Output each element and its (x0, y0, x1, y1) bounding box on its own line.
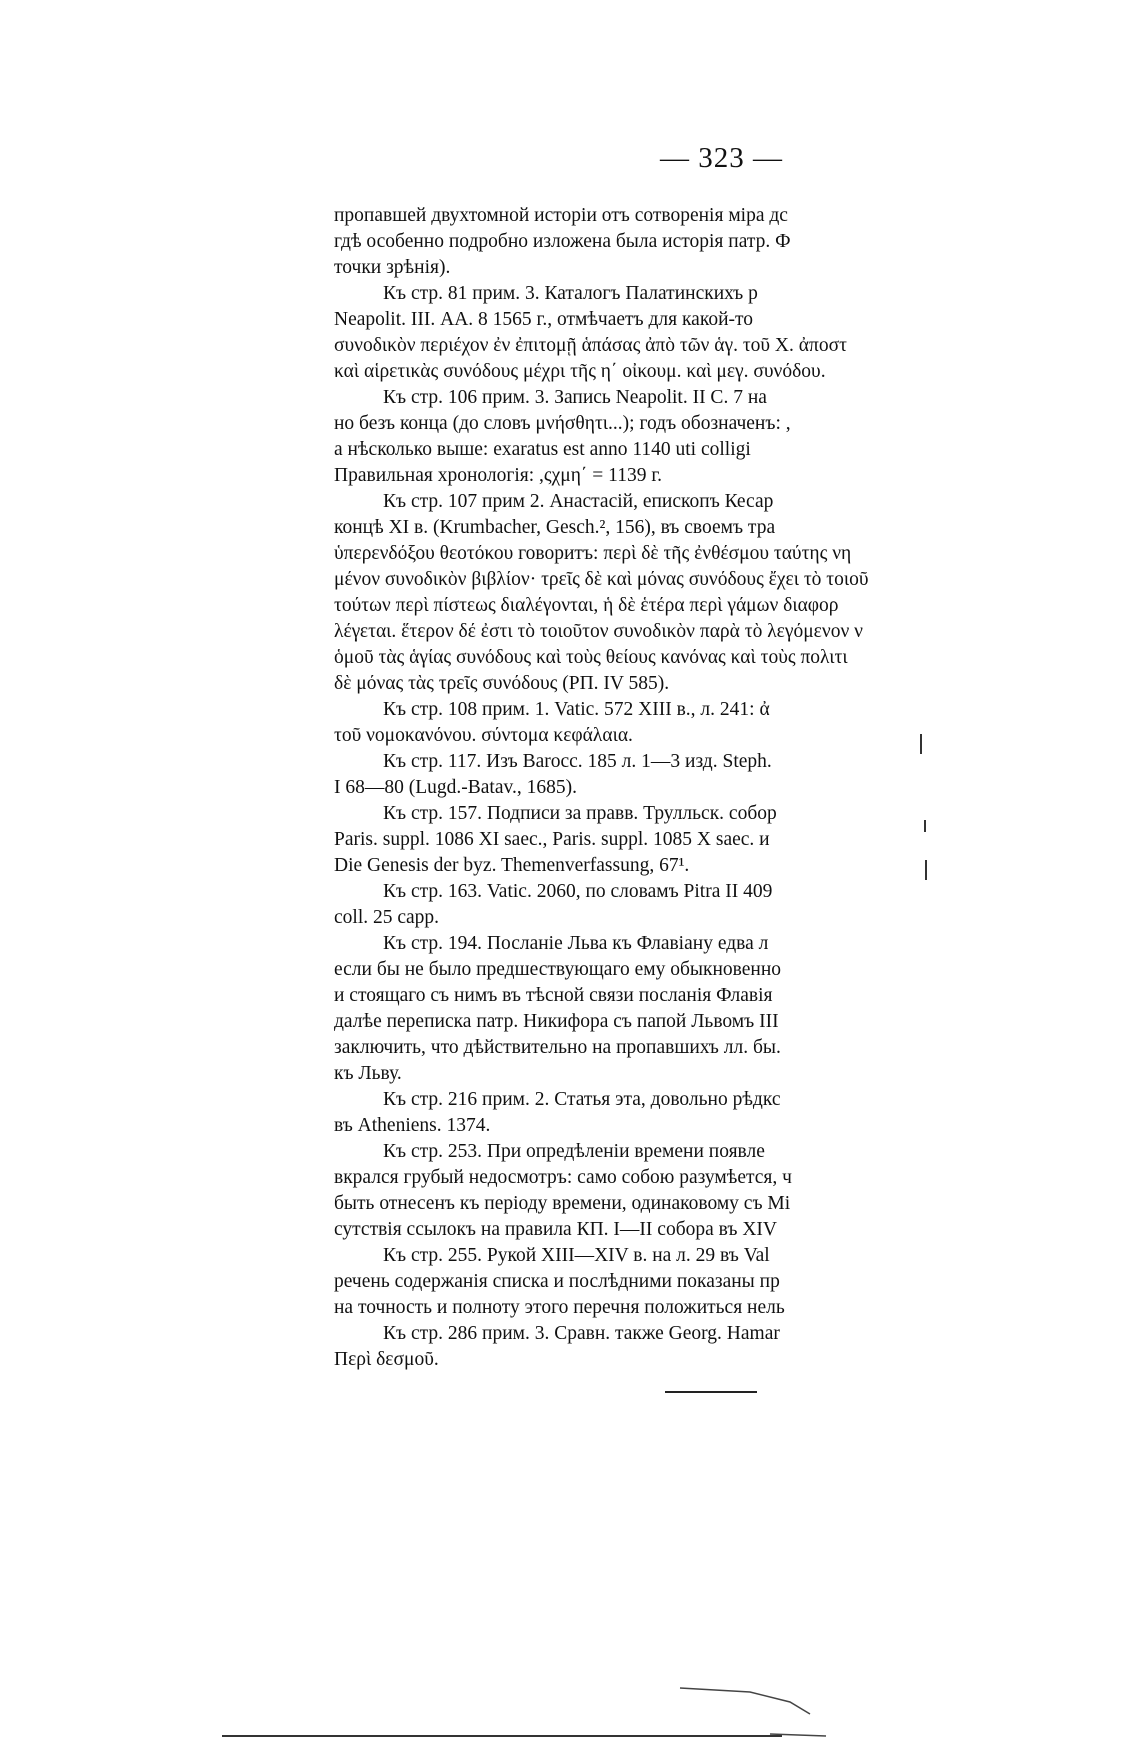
text-line: I 68—80 (Lugd.-Batav., 1685). (334, 777, 577, 798)
text-line: Die Genesis der byz. Themenverfassung, 67¹. (334, 855, 690, 876)
text-line: Къ стр. 81 прим. 3. Каталогъ Палатинскихъ р (383, 283, 758, 304)
text-line: Къ стр. 253. При опредѣленіи времени появле (383, 1141, 765, 1162)
text-line: пропавшей двухтомной исторіи отъ сотворенія міра дс (334, 205, 788, 226)
text-line: ὑπερενδόξου θεοτόκου говоритъ: περὶ δὲ τῆς ἐνθέσμου ταύτης νη (334, 543, 852, 564)
text-line: Къ стр. 107 прим 2. Анастасій, епископъ Кесар (383, 491, 774, 512)
text-line: Къ стр. 216 прим. 2. Статья эта, довольно рѣдкс (383, 1089, 781, 1110)
text-line: Къ стр. 194. Посланіе Льва къ Флавіану едва л (383, 933, 769, 954)
text-line: вкрался грубый недосмотръ: само собою разумѣется, ч (334, 1167, 792, 1188)
text-line: и стоящаго съ нимъ въ тѣсной связи посланія Флавія (334, 985, 773, 1006)
text-line: точки зрѣнія). (334, 257, 451, 278)
text-line: λέγεται. ἕτερον δέ ἐστι τὸ τοιοῦτον συνοδικὸν παρὰ τὸ λεγόμενον ν (334, 621, 863, 642)
text-line: Paris. suppl. 1086 XI saec., Paris. suppl. 1085 X saec. и (334, 829, 770, 850)
text-line: речень содержанія списка и послѣдними показаны пр (334, 1271, 780, 1292)
page-number: — 323 — (660, 142, 783, 174)
text-line: Къ стр. 157. Подписи за правв. Трулльск. собор (383, 803, 777, 824)
text-line: Περὶ δεσμοῦ. (334, 1349, 439, 1370)
text-line: но безъ конца (до словъ μνήσθητι...); годъ обозначенъ: , (334, 413, 791, 434)
text-line: въ Atheniens. 1374. (334, 1115, 491, 1136)
text-line: τοῦ νομοκανόνου. σύντομα κεφάλαια. (334, 725, 633, 746)
scan-margin-mark (920, 734, 922, 754)
scan-margin-mark (925, 860, 927, 880)
text-line: Neapolit. III. АА. 8 1565 г., отмѣчаетъ для какой-то (334, 309, 754, 330)
text-line: ὁμοῦ τὰς ἁγίας συνόδους καὶ τοὺς θείους κανόνας καὶ τοὺς πολιτι (334, 647, 848, 668)
scan-artifact-strokes (650, 1658, 840, 1738)
text-body (334, 203, 879, 1370)
text-line: далѣе переписка патр. Никифора съ папой Львомъ III (334, 1011, 779, 1032)
text-line: καὶ αἱρετικὰς συνόδους μέχρι τῆς η΄ οἰκουμ. καὶ μεγ. συνόδου. (334, 361, 826, 382)
text-line: coll. 25 capp. (334, 907, 440, 928)
text-line: Къ стр. 255. Рукой XIII—XIV в. на л. 29 въ Val (383, 1245, 770, 1266)
text-line: Къ стр. 108 прим. 1. Vatic. 572 XIII в., л. 241: ἀ (383, 699, 770, 720)
text-line: если бы не было предшествующаго ему обыкновенно (334, 959, 782, 980)
text-line: Къ стр. 286 прим. 3. Сравн. также Georg. Hamar (383, 1323, 780, 1344)
text-line: быть отнесенъ къ періоду времени, одинаковому съ Mi (334, 1193, 791, 1214)
scan-margin-mark (924, 820, 926, 832)
text-line: на точность и полноту этого перечня положиться нель (334, 1297, 785, 1318)
text-line: Правильная хронологія: ,ςχμη΄ = 1139 г. (334, 465, 662, 486)
text-line: заключить, что дѣйствительно на пропавшихъ лл. бы. (334, 1037, 781, 1058)
text-line: Къ стр. 117. Изъ Barocc. 185 л. 1—3 изд. Steph. (383, 751, 772, 772)
text-line: τούτων περὶ πίστεως διαλέγονται, ἡ δὲ ἑτέρα περὶ γάμων διαφορ (334, 595, 839, 616)
text-line: συνοδικὸν περιέχον ἐν ἐπιτομῇ ἁπάσας ἀπὸ τῶν ἁγ. τοῦ Χ. ἀποστ (334, 335, 847, 356)
text-line: гдѣ особенно подробно изложена была исторія патр. Ф (334, 231, 791, 252)
text-line: къ Льву. (334, 1063, 402, 1084)
text-line: концѣ XI в. (Krumbacher, Gesch.², 156), въ своемъ тра (334, 517, 776, 538)
text-line: а нѣсколько выше: exaratus est anno 1140 uti colligi (334, 439, 751, 460)
text-line: Къ стр. 163. Vatic. 2060, по словамъ Pitra II 409 (383, 881, 773, 902)
text-line: δὲ μόνας τὰς τρεῖς συνόδους (PП. IV 585). (334, 673, 670, 694)
text-line: μένον συνοδικὸν βιβλίον· τρεῖς δὲ καὶ μόνας συνόδους ἔχει τὸ τοιοῦ (334, 569, 869, 590)
section-rule (665, 1391, 757, 1393)
text-line: сутствія ссылокъ на правила КП. I—II собора въ XIV (334, 1219, 777, 1240)
text-line: Къ стр. 106 прим. 3. Запись Neapolit. II С. 7 на (383, 387, 767, 408)
